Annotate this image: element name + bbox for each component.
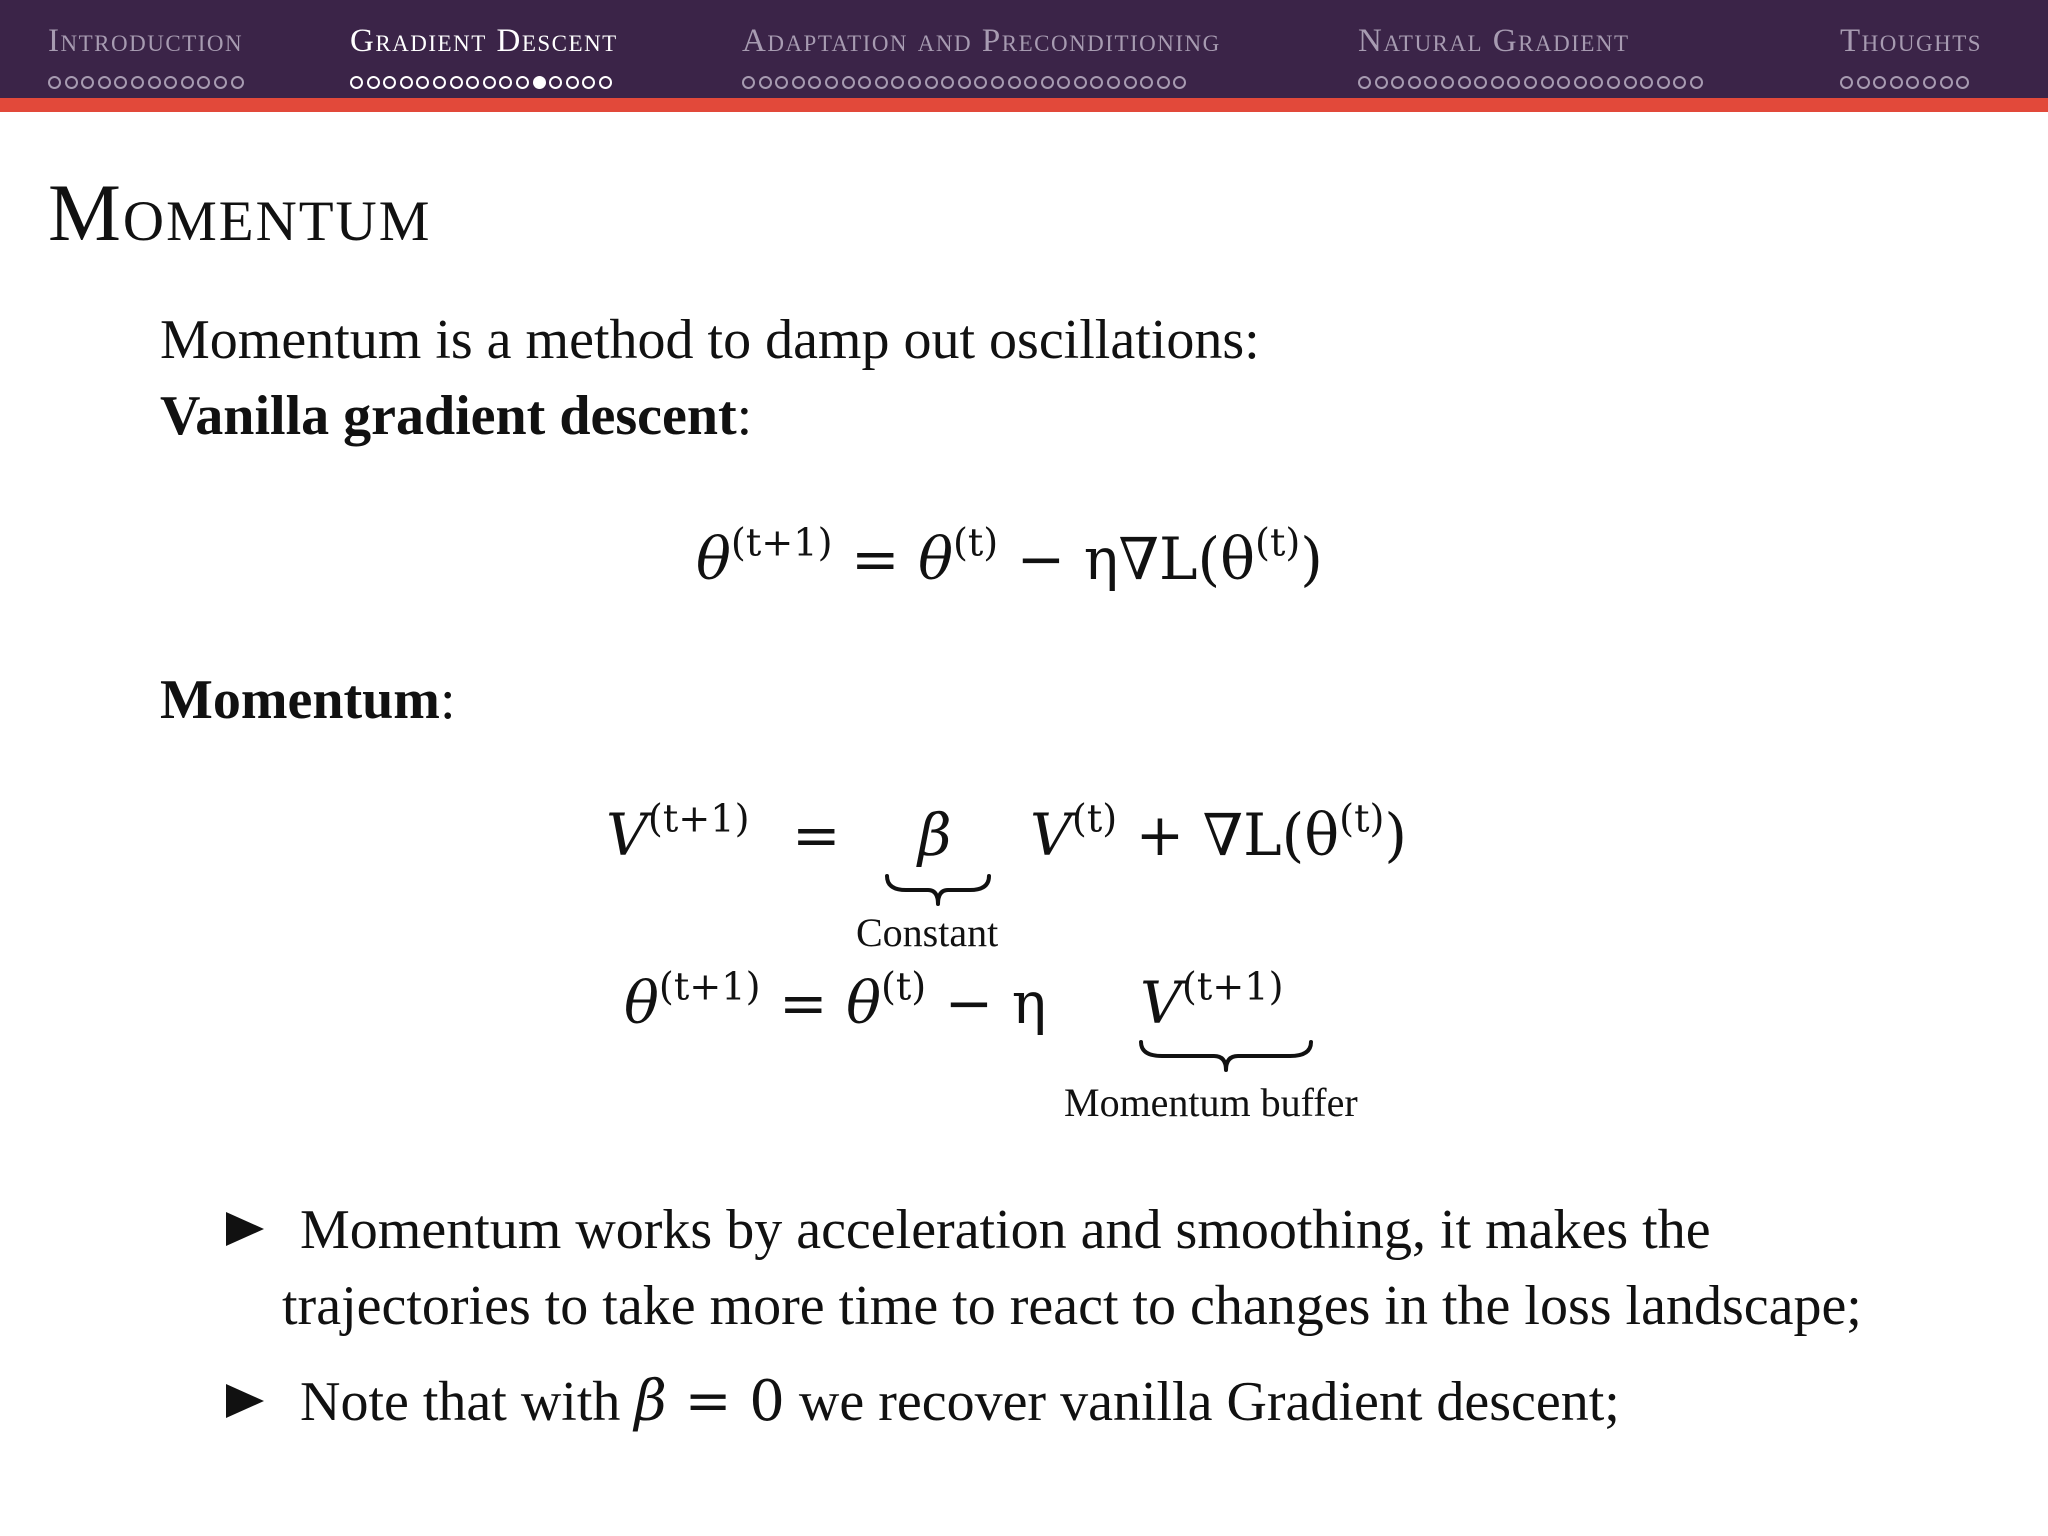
- eq-theta: θ: [696, 525, 731, 593]
- bullet-2-beta: β: [634, 1369, 667, 1434]
- eq-close: ): [1300, 525, 1323, 593]
- bullet-2-equals-zero: = 0: [666, 1369, 785, 1434]
- nav-dot[interactable]: [908, 76, 921, 89]
- nav-dot[interactable]: [1107, 76, 1120, 89]
- nav-section-thoughts[interactable]: [1840, 20, 1982, 89]
- nav-dot[interactable]: [1491, 76, 1504, 89]
- nav-dot[interactable]: [516, 76, 529, 89]
- nav-dot[interactable]: [1408, 76, 1421, 89]
- nav-dot[interactable]: [1640, 76, 1653, 89]
- nav-dot[interactable]: [1008, 76, 1021, 89]
- nav-dot[interactable]: [1124, 76, 1137, 89]
- nav-dot[interactable]: [400, 76, 413, 89]
- nav-dot[interactable]: [1441, 76, 1454, 89]
- nav-dot[interactable]: [81, 76, 94, 89]
- nav-dot[interactable]: [1375, 76, 1388, 89]
- nav-dot[interactable]: [214, 76, 227, 89]
- nav-dot[interactable]: [1607, 76, 1620, 89]
- eq-sup: (t+1): [1181, 964, 1284, 1010]
- nav-dot[interactable]: [483, 76, 496, 89]
- nav-dot[interactable]: [858, 76, 871, 89]
- nav-dot[interactable]: [1458, 76, 1471, 89]
- nav-dot[interactable]: [164, 76, 177, 89]
- bullet-2: [300, 1370, 1620, 1434]
- nav-dot[interactable]: [231, 76, 244, 89]
- label-constant: Constant: [856, 910, 999, 955]
- vanilla-label: Vanilla gradient descent: [160, 385, 737, 447]
- nav-dot[interactable]: [759, 76, 772, 89]
- nav-dot[interactable]: [1524, 76, 1537, 89]
- nav-dot[interactable]: [350, 76, 363, 89]
- nav-dot[interactable]: [1057, 76, 1070, 89]
- nav-dot[interactable]: [416, 76, 429, 89]
- nav-dot[interactable]: [1507, 76, 1520, 89]
- eq-close: ): [1384, 801, 1408, 869]
- eq-v: V: [1140, 969, 1182, 1037]
- nav-section-adaptation[interactable]: [742, 20, 1221, 89]
- nav-dot[interactable]: [1956, 76, 1969, 89]
- nav-dot[interactable]: [1541, 76, 1554, 89]
- equation-velocity-lhs: [606, 796, 750, 870]
- nav-section-title: Natural Gradient: [1358, 23, 1630, 59]
- nav-dot[interactable]: [1041, 76, 1054, 89]
- nav-dot[interactable]: [582, 76, 595, 89]
- nav-dot[interactable]: [775, 76, 788, 89]
- nav-dot[interactable]: [742, 76, 755, 89]
- bullet-2-post: we recover vanilla Gradient descent;: [784, 1371, 1620, 1433]
- section-navigation-bar: [0, 0, 2048, 98]
- nav-dot[interactable]: [1090, 76, 1103, 89]
- eq-beta: β: [918, 801, 952, 869]
- nav-dot[interactable]: [114, 76, 127, 89]
- nav-dot[interactable]: [825, 76, 838, 89]
- nav-dot[interactable]: [1840, 76, 1853, 89]
- equation-velocity-rhs: [1030, 796, 1408, 870]
- eq-sup: (t): [1255, 520, 1301, 566]
- nav-section-title: Thoughts: [1840, 23, 1983, 59]
- nav-dot[interactable]: [925, 76, 938, 89]
- nav-section-introduction[interactable]: [48, 20, 244, 89]
- nav-dot[interactable]: [1024, 76, 1037, 89]
- nav-dot[interactable]: [1391, 76, 1404, 89]
- nav-dot[interactable]: [1074, 76, 1087, 89]
- nav-dot[interactable]: [808, 76, 821, 89]
- nav-dot[interactable]: [842, 76, 855, 89]
- nav-dot[interactable]: [958, 76, 971, 89]
- nav-dot[interactable]: [1923, 76, 1936, 89]
- nav-dot[interactable]: [197, 76, 210, 89]
- eq-sup: (t): [1339, 796, 1385, 842]
- eq-theta: θ: [846, 969, 881, 1037]
- nav-dot[interactable]: [599, 76, 612, 89]
- intro-text: Momentum is a method to damp out oscillations:: [160, 309, 1260, 371]
- eq-operator: + ∇L(θ: [1117, 801, 1340, 869]
- nav-dot[interactable]: [875, 76, 888, 89]
- bullet-marker: [226, 1212, 264, 1246]
- equation-vanilla-gd: [696, 520, 1323, 594]
- nav-dot[interactable]: [450, 76, 463, 89]
- nav-dot[interactable]: [1857, 76, 1870, 89]
- eq-equals: =: [832, 525, 919, 593]
- nav-dot[interactable]: [991, 76, 1004, 89]
- eq-sup: (t+1): [730, 520, 833, 566]
- eq-sup: (t): [880, 964, 927, 1010]
- eq-equals: =: [760, 969, 847, 1037]
- eq-theta: θ: [624, 969, 659, 1037]
- nav-dot[interactable]: [383, 76, 396, 89]
- nav-dot[interactable]: [1557, 76, 1570, 89]
- nav-dot[interactable]: [466, 76, 479, 89]
- nav-dot[interactable]: [792, 76, 805, 89]
- nav-dot[interactable]: [549, 76, 562, 89]
- nav-dot[interactable]: [1890, 76, 1903, 89]
- bullet-marker: [226, 1384, 264, 1418]
- nav-dot[interactable]: [566, 76, 579, 89]
- nav-section-title: Introduction: [48, 23, 244, 59]
- nav-dot[interactable]: [1590, 76, 1603, 89]
- nav-dot[interactable]: [367, 76, 380, 89]
- nav-dot[interactable]: [98, 76, 111, 89]
- nav-dot[interactable]: [1474, 76, 1487, 89]
- nav-dot[interactable]: [891, 76, 904, 89]
- nav-dot[interactable]: [148, 76, 161, 89]
- underbrace-momentum-buffer: [1138, 1038, 1314, 1074]
- frame-title: Momentum: [48, 167, 432, 258]
- nav-dot[interactable]: [1657, 76, 1670, 89]
- nav-dot[interactable]: [1358, 76, 1371, 89]
- eq-sup: (t+1): [658, 964, 761, 1010]
- equation-velocity-equals: =: [792, 801, 841, 869]
- nav-dot[interactable]: [1140, 76, 1153, 89]
- nav-accent-stripe: [0, 98, 2048, 112]
- nav-dot[interactable]: [433, 76, 446, 89]
- nav-section-dots: [742, 76, 1221, 89]
- eq-v: V: [1030, 801, 1072, 869]
- equation-update: [624, 964, 1047, 1038]
- nav-dot-current[interactable]: [533, 76, 546, 89]
- vanilla-colon: :: [736, 385, 753, 447]
- equation-update-buffer: [1140, 964, 1284, 1038]
- eq-sup: (t+1): [647, 796, 750, 842]
- nav-section-dots: [1358, 76, 1703, 89]
- nav-dot[interactable]: [499, 76, 512, 89]
- nav-section-gradient-descent[interactable]: [350, 20, 618, 89]
- bullet-1-line-1: Momentum works by acceleration and smoothing, it makes the: [300, 1199, 1711, 1261]
- nav-dot[interactable]: [1624, 76, 1637, 89]
- vanilla-heading: [160, 384, 752, 448]
- nav-dot[interactable]: [48, 76, 61, 89]
- eq-operator: − η∇L(θ: [998, 525, 1256, 593]
- momentum-colon: :: [439, 669, 456, 731]
- nav-dot[interactable]: [1940, 76, 1953, 89]
- nav-dot[interactable]: [1157, 76, 1170, 89]
- momentum-heading: [160, 668, 456, 732]
- eq-theta: θ: [918, 525, 953, 593]
- nav-section-natural-gradient[interactable]: [1358, 20, 1703, 89]
- nav-dot[interactable]: [181, 76, 194, 89]
- eq-sup: (t): [1071, 796, 1118, 842]
- nav-dot[interactable]: [131, 76, 144, 89]
- momentum-label: Momentum: [160, 669, 440, 731]
- eq-operator: − η: [926, 969, 1047, 1037]
- nav-dot[interactable]: [1690, 76, 1703, 89]
- nav-dot[interactable]: [1574, 76, 1587, 89]
- bullet-1-line-2: trajectories to take more time to react to changes in the loss landscape;: [282, 1275, 1862, 1337]
- nav-dot[interactable]: [1673, 76, 1686, 89]
- nav-section-dots: [1840, 76, 1982, 89]
- nav-dot[interactable]: [65, 76, 78, 89]
- nav-section-dots: [350, 76, 618, 89]
- nav-dot[interactable]: [1906, 76, 1919, 89]
- nav-section-title: Adaptation and Preconditioning: [742, 23, 1221, 59]
- nav-section-title: Gradient Descent: [350, 23, 618, 59]
- eq-sup: (t): [952, 520, 999, 566]
- bullet-2-pre: Note that with: [300, 1371, 635, 1433]
- label-momentum-buffer: Momentum buffer: [1064, 1080, 1358, 1125]
- nav-dot[interactable]: [1873, 76, 1886, 89]
- eq-v: V: [606, 801, 648, 869]
- underbrace-constant: [884, 872, 992, 908]
- nav-dot[interactable]: [1173, 76, 1186, 89]
- nav-dot[interactable]: [1424, 76, 1437, 89]
- nav-dot[interactable]: [941, 76, 954, 89]
- nav-section-dots: [48, 76, 244, 89]
- equation-velocity-beta: [918, 800, 952, 870]
- nav-dot[interactable]: [974, 76, 987, 89]
